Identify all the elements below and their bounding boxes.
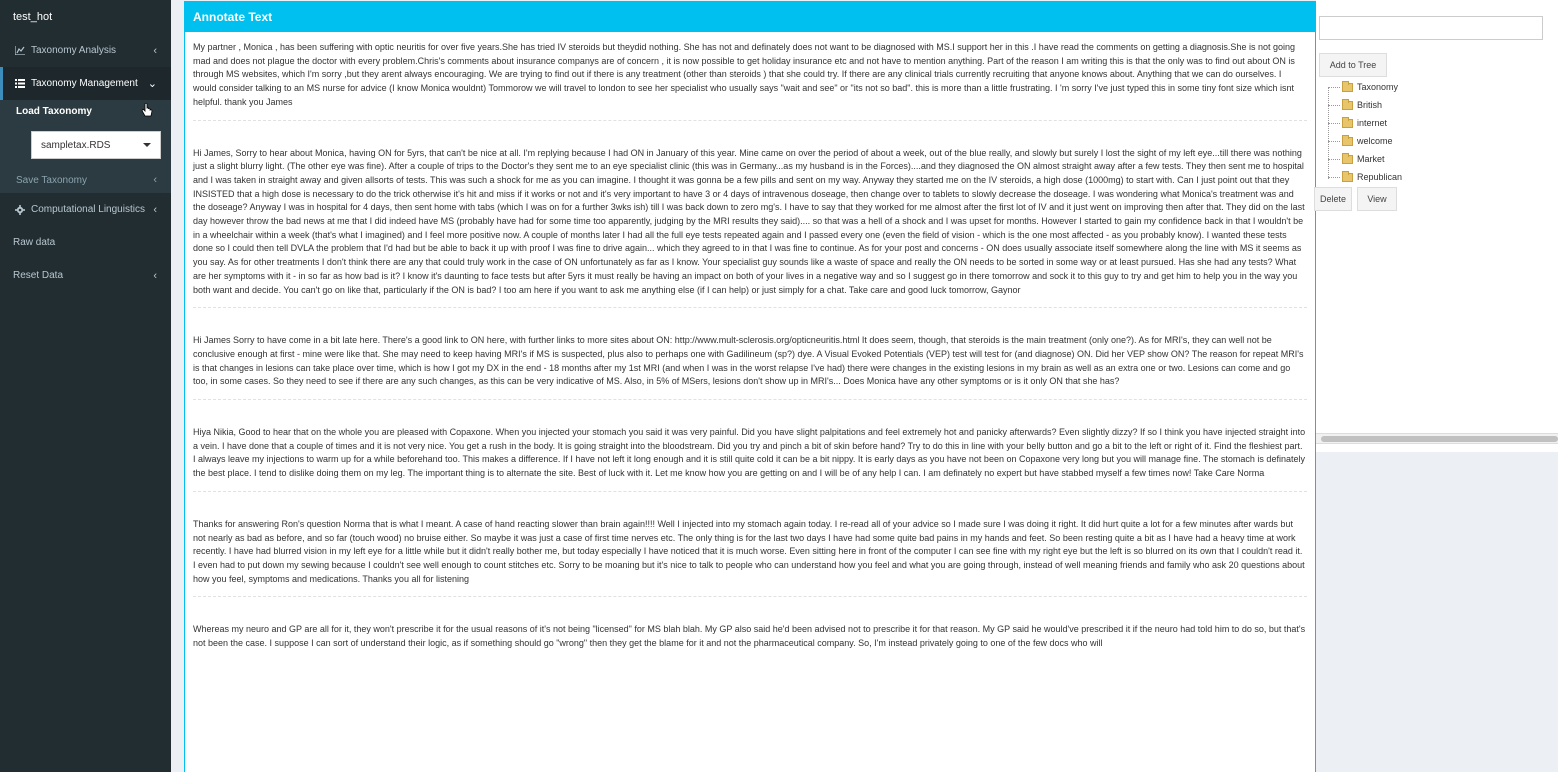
chevron-left-icon: ‹ (153, 174, 157, 186)
taxonomy-select[interactable] (31, 131, 161, 159)
list-icon (13, 79, 27, 88)
tree-branch (1328, 87, 1340, 88)
tree-node[interactable] (1328, 78, 1402, 96)
menu-computational-linguistics[interactable] (0, 193, 171, 226)
posts-list (185, 32, 1315, 772)
add-to-tree-button[interactable]: Add to Tree (1319, 53, 1387, 77)
post-text[interactable]: Hi James, Sorry to hear about Monica, having ON for 5yrs, that can't be nice at all. I'm replying because I had ON in January of this year. Mine came on over the period of about a week, out of the blue really, and slowly but surely I lost the sight of my left eye...till there was nothing just a slight blurry light. (The other eye was fine). After a couple of trips to the Doctor's they sent me to an eye specialist clinic (this was in Germany...as my husband is in the Forces)....and they diagnosed the ON almost straight away after a few tests. They then sent me to hospital and I was taken in straight away and given allsorts of tests. This was such a shock for me as you can imagine. I thought it was gonna be a few pills and sent on my way. Anyway they started me on the IV steroids, a high dose (1000mg) to start with. Can I just point out that they INSISTED that a high dose is necessary to do the trick otherwise it's hit and miss if it works or not and it's very important to have 3 or 4 days of intravenous doseage, then change over to tablets to slowly decrease the doseage. I was wondering what Monica's treatment was and the doseage? Anyway I was in hospital for 4 days, then sent home with tabs (which I was on for a further 3wks ish) till I was back down to zero mg's. I have to say that they worked for me almost after the first lot of IV and it just went on improving then after that. They did on the last day however throw the bad news at me that I did indeed have MS (probably have had for some time too apparently, judging by the MRI results they said).... so that was a hell of a shock and I was upset for months. However I started to gain my confidence back in that I wouldn't be in a wheelchair within a week (that's what I imagined) and I feel more positive now. A couple of months later I had all the full eye tests repeated again and I passed every one (even the field of vision - which is the one most affected - as you probably know). I wanted these tests done so I could then tell DVLA the problem that I'd had but be able to back it up with proof I was fine to drive again... which they agreed to in that I was fine to continue. As for your post and concerns - ON does usually associate itself somewhere along the line with MS it seems as you say. As for other treatments I don't think there are any that could truly work in the case of ON unfortunately as far as I know. Your specialist guy sounds like a waste of space and really the ON needs to be sorted in some way or at least pursued. Has she had any tests? What are her symptoms with it - in so far as how bad is it? I know it's daunting to face tests but after 5yrs it must really be having an impact on both of your lives in a negative way and so I suggest go in there tomorrow and sock it to this guy to try and get him to help you in the way you both want and decide. You can't go on like that, particularly if the ON is bad? I too am here if you want to ask me anything else (if I can help) or just simply for a chat. Take care and good luck tomorrow, Gaynor (193, 147, 1305, 295)
post-gap (193, 597, 1307, 623)
menu-computational-linguistics-label: Computational Linguistics (31, 204, 145, 215)
cog-icon (13, 205, 27, 215)
folder-icon (1342, 137, 1353, 146)
folder-icon (1342, 101, 1353, 110)
chevron-left-icon: ‹ (153, 269, 157, 282)
tree-branch (1328, 105, 1340, 106)
tree-node[interactable] (1328, 132, 1402, 150)
term-input[interactable] (1319, 16, 1543, 40)
folder-icon (1342, 83, 1353, 92)
menu-taxonomy-management[interactable] (0, 67, 171, 100)
tree-node-label: Taxonomy (1357, 82, 1399, 92)
menu-taxonomy-management-label: Taxonomy Management (31, 78, 138, 89)
post-text[interactable]: Hi James Sorry to have come in a bit late here. There's a good link to ON here, with further links to more sites about ON: http://www.mult-sclerosis.org/opticneuritis.html It does seem, though, that steroids is the main treatment (only one?). As for MRI's, they can well not be conclusive enough at first - mine were like that. She may need to keep having MRI's if MS is suspected, plus also to perhaps one with Gadilineum (sp?) dye. A Visual Evoked Potentials (VEP) test will test for (and diagnose) ON. Did her VEP show ON? The reason for repeat MRI's is that changes in lesions can take place over time, which is how I got my DX in the end - 18 months after my 1st MRI (and when I was in the worst relapse I've had) there were changes in the existing lesions in my brain as well as an extra one or two. Lesions can come and go too, in some cases. So they need to see if there are any such changes, as this can be very indicative of MS. Also, in 5% of MSers, lesions don't show up in MRI's... Does Monica have any other symptoms or is it only ON that she has? (193, 335, 1304, 387)
tree-node[interactable] (1328, 150, 1402, 168)
post-text[interactable]: My partner , Monica , has been suffering with optic neuritis for over five years.She has tried IV steroids but theydid nothing. She has not and definately does not want to be diagnosed with MS.I support her in this .I have read the comments on getting a diagnosis.She is not going mad and does not plague the doctor with every problem.Chris's comments about insurance companys are of concern , it is now possible to get holiday insurance etc and not have to mention anything. Part of the reason I am writing this is that the only was to find out about ON is through MS websites, which I'm sorry ,but they arent always encouraging. We are trying to find out if there is any treatment (other than steroids ) that she could try. If there are any clinical trials currently recruiting that anyone knows about. Anything that we can do ourselves. I would consider talking to an MS nurse for advice (I know Monica wouldnt) Tommorow we will travel to london to see her specialist who usually says "wait and see" or "its not so bad". this is more than a little frustrating. I 'm sorry I've just typed this in some tiny font size which isnt helpful. thank you James (193, 42, 1295, 107)
menu-raw-data[interactable] (0, 226, 171, 259)
menu-reset-data-label: Reset Data (13, 270, 64, 281)
tree-branch (1328, 141, 1340, 142)
horizontal-scrollbar[interactable] (1316, 433, 1558, 444)
hand-cursor-icon (141, 103, 153, 121)
view-button[interactable]: View (1357, 187, 1397, 211)
menu-raw-data-label: Raw data (13, 237, 56, 248)
menu-taxonomy-analysis-label: Taxonomy Analysis (31, 45, 117, 56)
taxonomy-select-wrap (0, 122, 171, 169)
folder-icon (1342, 155, 1353, 164)
tree-node-label: welcome (1357, 136, 1393, 146)
tree-node[interactable] (1328, 96, 1402, 114)
app-title: test_hot (13, 11, 53, 23)
taxonomy-tree-panel (1316, 0, 1558, 452)
tree-branch (1328, 159, 1340, 160)
folder-icon (1342, 119, 1353, 128)
post-gap (193, 492, 1307, 518)
sidebar (0, 0, 171, 772)
folder-icon (1342, 173, 1353, 182)
post-gap (193, 400, 1307, 426)
panel-title: Annotate Text (185, 2, 1315, 32)
tree-node[interactable] (1328, 114, 1402, 132)
tree-node-label: Republican (1357, 172, 1403, 182)
post-gap (193, 121, 1307, 147)
tree-branch (1328, 177, 1340, 178)
chevron-left-icon: ‹ (153, 203, 157, 216)
chevron-left-icon: ‹ (153, 44, 157, 57)
post-text[interactable]: Thanks for answering Ron's question Norma that is what I meant. A case of hand reacting slower than brain again!!!! Well I injected into my stomach again today. I re-read all of your advice so I made sure I was doing it right. It did hurt quite a lot for a few minutes after wards but not nearly as bad as before, and so far (touch wood) no bruise either. So maybe it was just a case of first time nerves etc. The only thing is for the last two days I have had some quite bad pains in my hands and feet. So been resting quite a bit as I have had a heavy time at work recently. I have had blurred vision in my left eye for a little while but it didn't really bother me, but today especially I have noticed that it is much worse. Even sitting here in front of the computer I can see fine with my right eye but the left is so blurred on its own that I couldn't read it. I even had to put down my sewing because I couldn't see well enough to count stitches etc. Sorry to be moaning but it's nice to talk to people who can understand how you feel and what you are going through, instead of well meaning friends and family who ask 20 questions about how you feel, symptoms and medications. Thanks you all for listening (193, 518, 1305, 584)
menu-reset-data[interactable] (0, 259, 171, 292)
chevron-down-icon: ⌄ (147, 78, 157, 90)
chart-icon (13, 46, 27, 55)
scrollbar-thumb[interactable] (1321, 436, 1558, 442)
delete-button[interactable]: Delete (1314, 187, 1352, 211)
sub-item-save-taxonomy-label: Save Taxonomy (16, 174, 87, 186)
taxonomy-tree (1328, 78, 1402, 186)
tree-branch (1328, 123, 1340, 124)
tree-node-label: Market (1357, 154, 1385, 164)
post-text[interactable]: Whereas my neuro and GP are all for it, they won't prescribe it for the usual reasons of it's not being "licensed" for MS blah blah. My GP also said he'd been advised not to prescribe it for that reason. My GP said he would've prescribed it if the neuro had told him to do so, but that's not been the case. I suppose I can sort of understand their logic, as if something should go "wrong" then they get the blame for it and not the pharmaceutical company. So, I'm instead privately going to one of the few docs who will (193, 624, 1306, 649)
post-text[interactable]: Hiya Nikia, Good to hear that on the whole you are pleased with Copaxone. When you injected your stomach you said it was very painful. Did you have slight palpitations and feel extremely hot and panicky afterwards? Even slightly dizzy? If so I think you have injected straight into a vein. I have done that a couple of times and it is not very nice. You get a rush in the body. It is going straight into the bloodstream. Did you try and pinch a bit of skin before hand? Try to do this in line with your belly button and go a bit to the left or right of it. Find the fleshiest part. I always leave my injections to warm up for a while beforehand too. This makes a difference. If I have not left it long enough and it is still quite cold it can be a bit nippy. It is early days as you have not been on Copaxone very long but you will manage fine. The stomach is definately the best place. I tend to dislike doing them on my leg. The important thing is to alternate the site. Best of luck with it. Let me know how you are getting on and I will be of any help I can. I am definately no expert but have stabbed myself a few times now! Take Care Norma (193, 427, 1306, 479)
sub-item-save-taxonomy[interactable] (0, 169, 171, 191)
tree-node-label: internet (1357, 118, 1388, 128)
annotate-text-panel (184, 1, 1316, 772)
taxonomy-select-value: sampletax.RDS (41, 139, 111, 151)
sub-item-load-taxonomy-label: Load Taxonomy (16, 105, 92, 117)
tree-node[interactable] (1328, 168, 1402, 186)
post-gap (193, 308, 1307, 334)
tree-node-label: British (1357, 100, 1383, 110)
menu-taxonomy-analysis[interactable] (0, 34, 171, 67)
caret-down-icon (143, 143, 151, 147)
